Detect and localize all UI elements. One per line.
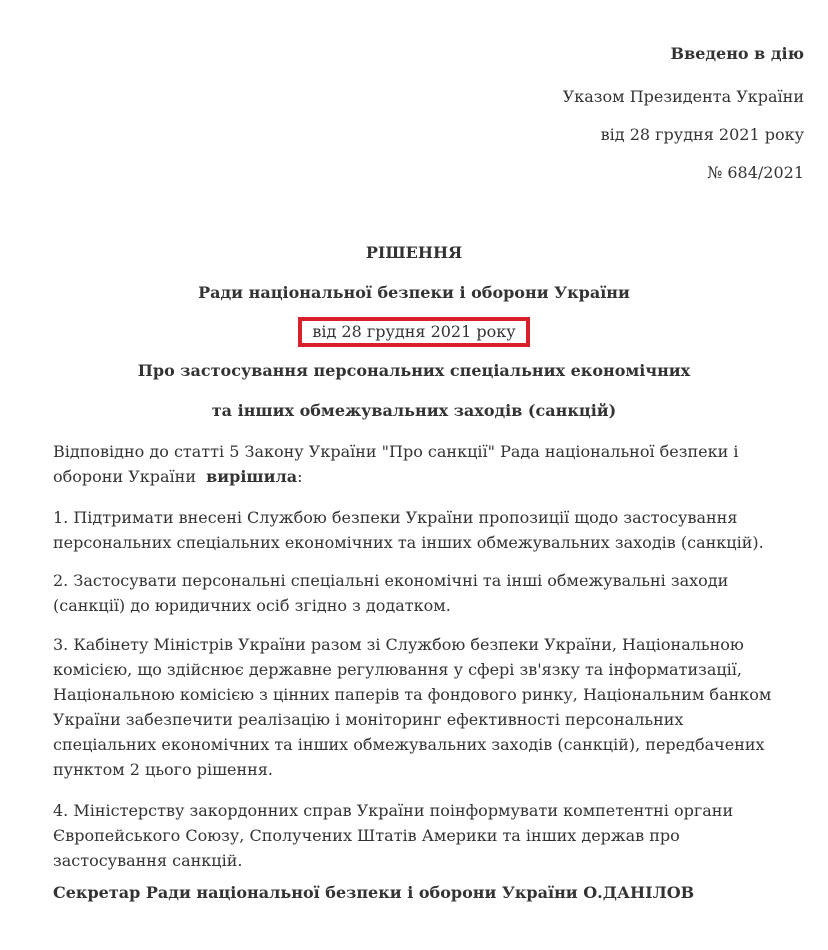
document-subject-line-2: та інших обмежувальних заходів (санкцій)	[211, 401, 617, 420]
item-4: 4. Міністерству закордонних справ України поінформувати компетентні органи Європейського Союзу, Сполучених Штатів Америки та інших держав про застосування санкцій.	[53, 801, 734, 870]
document-type: РІШЕННЯ	[365, 243, 463, 262]
document-issuer: Ради національної безпеки і оборони України	[198, 283, 630, 302]
enactment-title: Введено в дію	[670, 44, 804, 63]
document-date-highlighted: від 28 грудня 2021 року	[298, 317, 529, 347]
preamble-text: Відповідно до статті 5 Закону України "Про санкції" Рада національної безпеки і оборони України	[53, 442, 739, 486]
signature: Секретар Ради національної безпеки і оборони України О.ДАНІЛОВ	[53, 883, 695, 902]
item-2: 2. Застосувати персональні спеціальні економічні та інші обмежувальні заходи (санкції) до юридичних осіб згідно з додатком.	[53, 571, 729, 615]
document-subject-line-1: Про застосування персональних спеціальних економічних	[137, 361, 691, 380]
item-1: 1. Підтримати внесені Службою безпеки України пропозиції щодо застосування персональних спеціальних економічних та інших обмежувальних заходів (санкцій).	[53, 508, 764, 552]
preamble-paragraph	[53, 439, 753, 489]
enactment-date: від 28 грудня 2021 року	[600, 125, 804, 144]
document-date-wrapper	[0, 317, 828, 347]
preamble-decided: вирішила	[206, 467, 298, 486]
item-3: 3. Кабінету Міністрів України разом зі Службою безпеки України, Національною комісією, що здійснює державне регулювання у сфері зв'язку та інформатизації, Національною комісією з цінних паперів та фондового ринку, Національним банком України забезпечити реалізацію і моніторинг ефективності персональних спеціальних економічних та інших обмежувальних заходів (санкцій), передбачених пунктом 2 цього рішення.	[53, 635, 772, 779]
preamble-suffix: :	[297, 467, 303, 486]
enactment-decree: Указом Президента України	[562, 87, 804, 106]
enactment-number: № 684/2021	[707, 163, 804, 182]
